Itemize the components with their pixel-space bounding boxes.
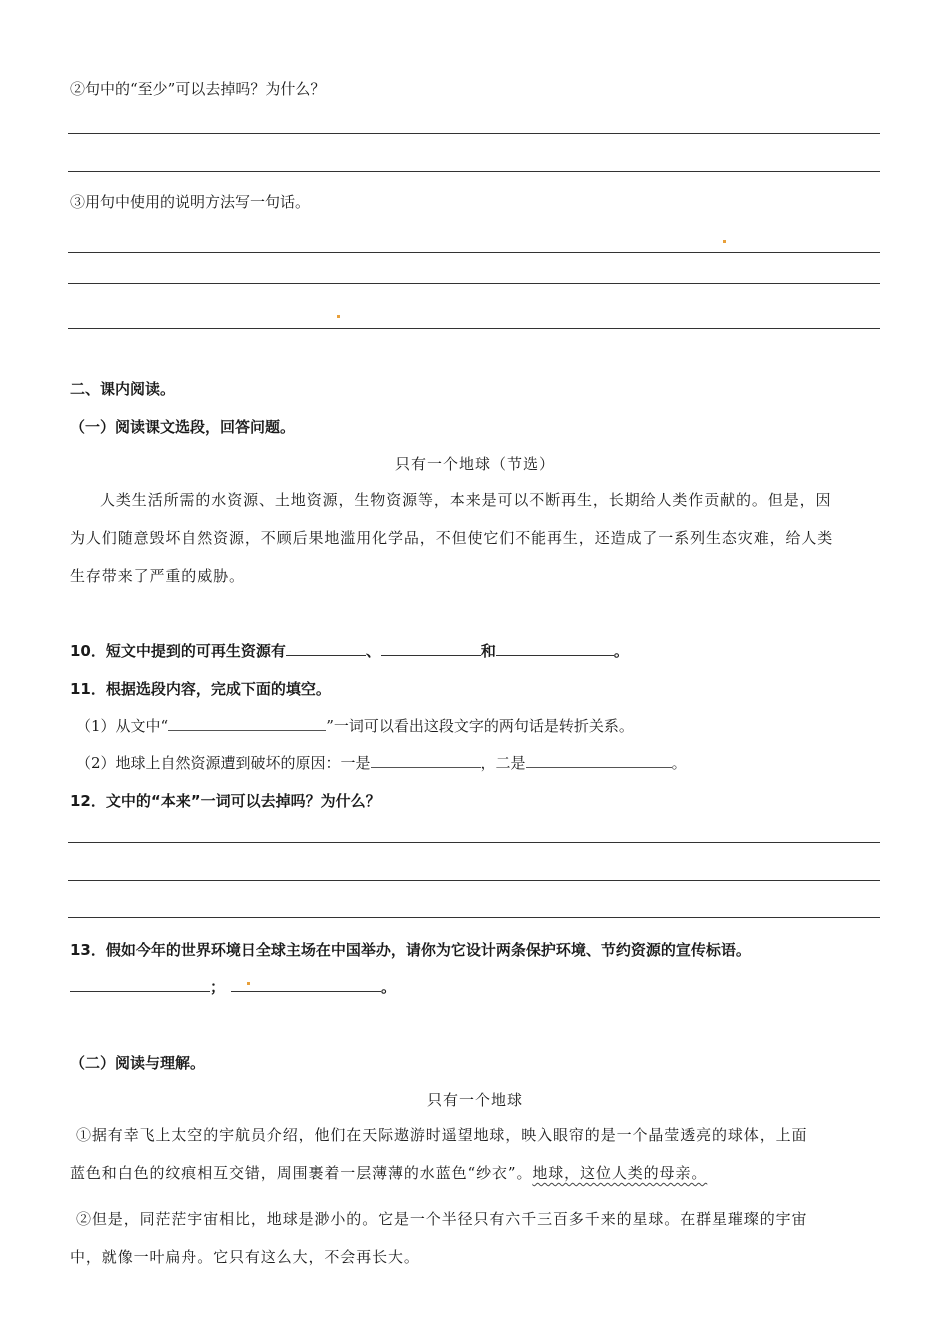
blank-field[interactable] [231, 977, 381, 992]
passage-line: ①据有幸飞上太空的宇航员介绍，他们在天际遨游时遥望地球，映入眼帘的是一个晶莹透亮的球体，上面 [76, 1126, 808, 1144]
answer-line[interactable] [68, 283, 880, 284]
answer-line[interactable] [68, 133, 880, 134]
passage-line: 中，就像一叶扁舟。它只有这么大，不会再长大。 [70, 1248, 420, 1266]
passage-line: 人类生活所需的水资源、土地资源，生物资源等，本来是可以不断再生，长期给人类作贡献的。但是，因 [100, 491, 832, 509]
stray-mark [337, 315, 340, 318]
q11-sub2 [76, 752, 687, 773]
passage-title: 只有一个地球（节选） [394, 455, 555, 473]
q11-sub2-end: 。 [671, 754, 687, 772]
blank-field[interactable] [286, 641, 366, 656]
wavy-underlined-text: 地球，这位人类的母亲。 [532, 1164, 708, 1182]
passage-1 [70, 481, 882, 595]
blank-field[interactable] [496, 641, 614, 656]
q11-sub1 [76, 715, 634, 736]
question-11: 11．根据选段内容，完成下面的填空。 [70, 680, 331, 698]
blank-field[interactable] [526, 753, 672, 768]
passage-text: 蓝色和白色的纹痕相互交错，周围裹着一层薄薄的水蓝色“纱衣”。 [70, 1164, 533, 1182]
q10-text: 10．短文中提到的可再生资源有 [70, 642, 286, 660]
answer-line[interactable] [68, 171, 880, 172]
question-12: 12．文中的“本来”一词可以去掉吗？为什么？ [70, 792, 381, 810]
answer-line[interactable] [68, 328, 880, 329]
q11-sub2-mid: ，二是 [480, 754, 526, 772]
blank-field[interactable] [70, 977, 210, 992]
answer-line[interactable] [68, 917, 880, 918]
passage-title: 只有一个地球 [426, 1091, 523, 1109]
q10-end: 。 [613, 642, 629, 660]
stray-mark [723, 240, 726, 243]
question-13: 13．假如今年的世界环境日全球主场在中国举办，请你为它设计两条保护环境、节约资源的宣传标语。 [70, 941, 751, 959]
passage-line: ②但是，同茫茫宇宙相比，地球是渺小的。它是一个半径只有六千三百多千来的星球。在群星璀璨的宇宙 [76, 1210, 808, 1228]
q13-end: 。 [381, 978, 397, 996]
blank-field[interactable] [168, 716, 326, 731]
section-heading: 二、课内阅读。 [70, 380, 176, 398]
question-3: ③用句中使用的说明方法写一句话。 [70, 193, 311, 211]
passage-line [70, 1154, 882, 1192]
passage-line: 生存带来了严重的威胁。 [70, 567, 245, 585]
passage-line: 为人们随意毁坏自然资源，不顾后果地滥用化学品，不但使它们不能再生，还造成了一系列生态灾难，给人类 [70, 529, 834, 547]
q10-sep: 、 [365, 642, 381, 660]
blank-field[interactable] [371, 753, 481, 768]
answer-line[interactable] [68, 842, 880, 843]
q13-answer [70, 976, 396, 997]
q11-sub2-prefix: （2）地球上自然资源遭到破坏的原因：一是 [76, 754, 371, 772]
blank-field[interactable] [381, 641, 481, 656]
q11-sub1-suffix: ”一词可以看出这段文字的两句话是转折关系。 [326, 717, 634, 735]
stray-mark [247, 982, 250, 985]
q13-sep: ； [210, 978, 226, 996]
question-10 [70, 640, 629, 661]
part2-heading: （二）阅读与理解。 [70, 1054, 206, 1072]
part1-heading: （一）阅读课文选段，回答问题。 [70, 418, 296, 436]
q10-sep: 和 [480, 642, 496, 660]
q11-sub1-prefix: （1）从文中“ [76, 717, 169, 735]
passage-2 [70, 1116, 882, 1276]
answer-line[interactable] [68, 880, 880, 881]
question-2: ②句中的“至少”可以去掉吗？为什么？ [70, 80, 326, 98]
answer-line[interactable] [68, 252, 880, 253]
